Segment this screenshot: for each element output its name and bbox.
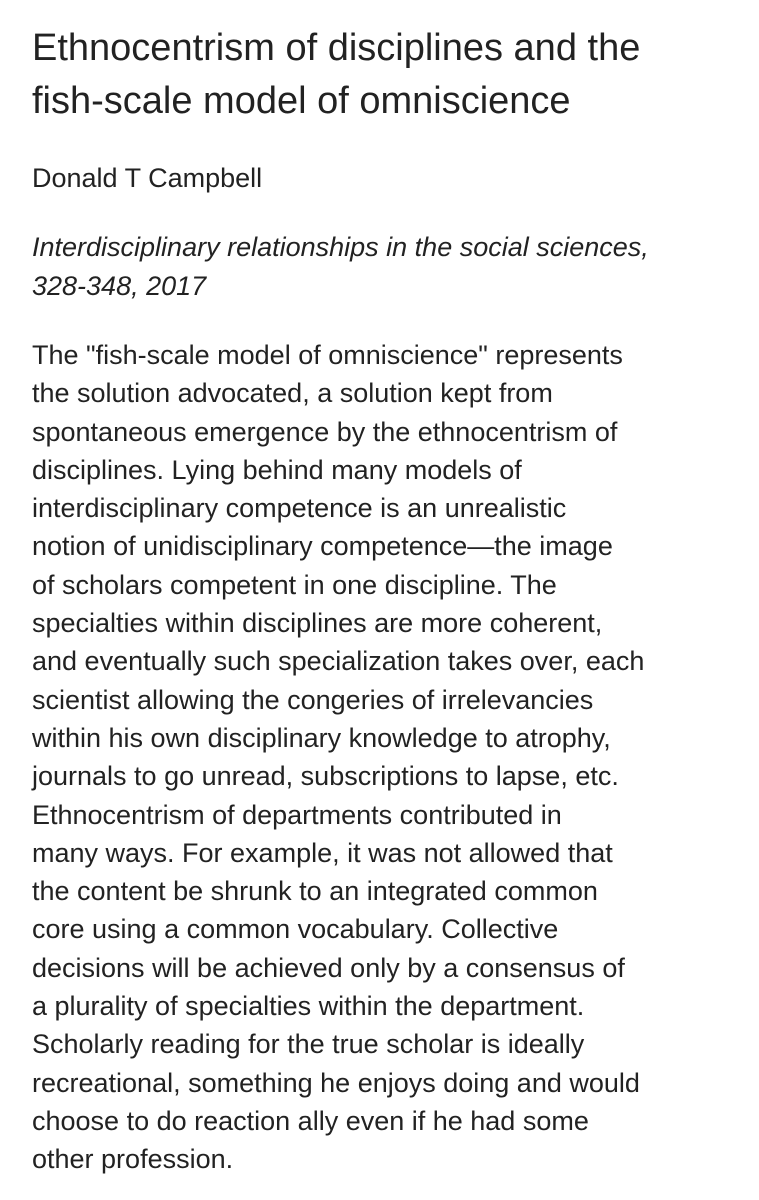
abstract-line: spontaneous emergence by the ethnocentrism of xyxy=(32,416,618,447)
abstract-line: journals to go unread, subscriptions to lapse, etc. xyxy=(32,761,619,792)
title-line: Ethnocentrism of disciplines and the xyxy=(32,27,641,69)
abstract-line: The "fish-scale model of omniscience" represents xyxy=(32,340,623,370)
abstract-line: other profession. xyxy=(32,1144,234,1175)
abstract-line: Scholarly reading for the true scholar is ideally xyxy=(32,1029,585,1060)
publication-source xyxy=(32,228,732,306)
source-line: Interdisciplinary relationships in the social sciences, xyxy=(32,232,649,262)
abstract-line: decisions will be achieved only by a consensus of xyxy=(32,952,625,983)
abstract xyxy=(32,336,732,1179)
abstract-line: scientist allowing the congeries of irrelevancies xyxy=(32,684,594,715)
abstract-line: core using a common vocabulary. Collective xyxy=(32,914,559,945)
abstract-line: Ethnocentrism of departments contributed in xyxy=(32,799,562,830)
abstract-line: the solution advocated, a solution kept from xyxy=(32,378,553,409)
title-line: fish-scale model of omniscience xyxy=(32,80,571,122)
abstract-line: choose to do reaction ally even if he had some xyxy=(32,1105,589,1136)
abstract-line: specialties within disciplines are more coherent, xyxy=(32,608,603,639)
source-line: 328-348, 2017 xyxy=(32,271,207,301)
article-title xyxy=(32,22,732,128)
abstract-line: the content be shrunk to an integrated common xyxy=(32,876,598,907)
abstract-line: many ways. For example, it was not allowed that xyxy=(32,837,613,868)
abstract-line: of scholars competent in one discipline. The xyxy=(32,569,557,600)
article xyxy=(32,22,732,1175)
abstract-line: and eventually such specialization takes over, each xyxy=(32,646,645,677)
abstract-line: disciplines. Lying behind many models of xyxy=(32,454,522,485)
abstract-line: notion of unidisciplinary competence—the image xyxy=(32,531,613,562)
author-name: Donald T Campbell xyxy=(32,163,263,193)
abstract-line: recreational, something he enjoys doing and would xyxy=(32,1067,640,1098)
abstract-line: within his own disciplinary knowledge to atrophy, xyxy=(32,722,611,753)
abstract-line: a plurality of specialties within the department. xyxy=(32,991,585,1022)
abstract-line: interdisciplinary competence is an unrealistic xyxy=(32,493,567,524)
